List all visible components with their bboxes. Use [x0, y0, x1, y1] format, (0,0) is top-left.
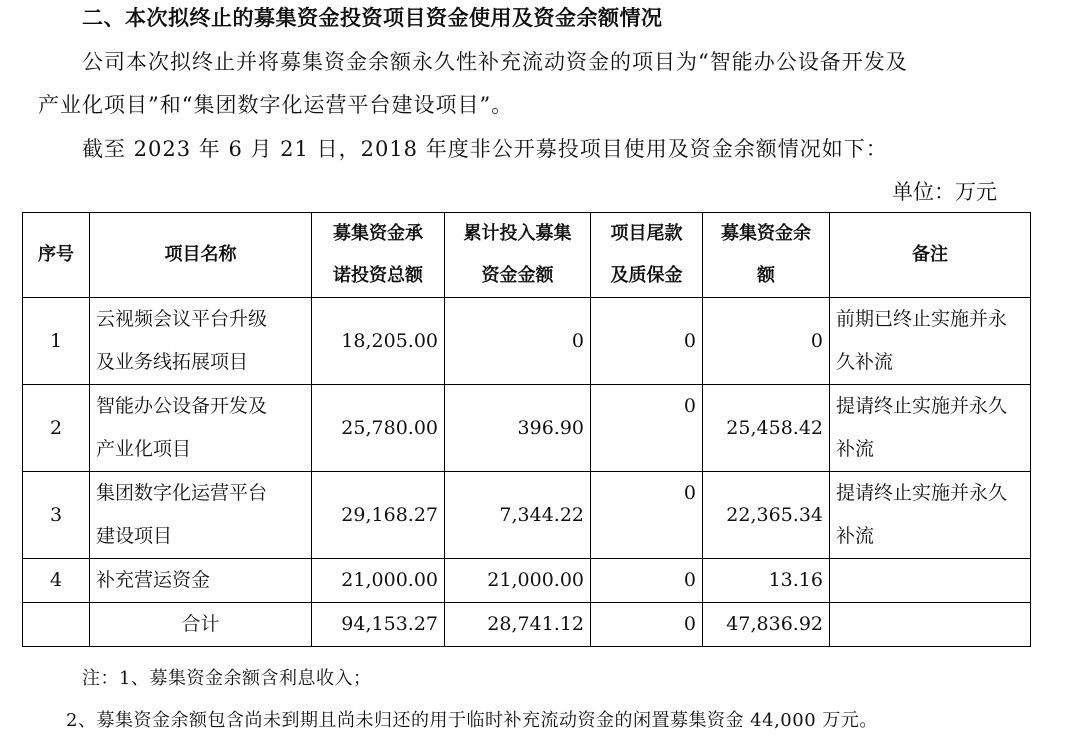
- row-project-name: [90, 298, 312, 385]
- row-index: 2: [23, 385, 90, 472]
- row-index: 4: [23, 559, 90, 603]
- total-retention: 0: [591, 603, 703, 647]
- intro-paragraph-line-1: 公司本次拟终止并将募集资金余额永久性补充流动资金的项目为“智能办公设备开发及: [82, 50, 908, 74]
- header-committed-line-2: 诺投资总额: [333, 265, 423, 286]
- total-invested: 28,741.12: [445, 603, 591, 647]
- header-remark: 备注: [830, 213, 1031, 298]
- row-name-line-2: 产业化项目: [96, 438, 192, 460]
- total-label: 合计: [90, 603, 312, 647]
- row-name-line-2: 及业务线拓展项目: [96, 351, 249, 373]
- row-name-line-1: 智能办公设备开发及: [96, 395, 268, 417]
- row-committed: 25,780.00: [312, 385, 445, 472]
- row-balance: 0: [703, 298, 830, 385]
- header-invested-line-1: 累计投入募集: [463, 223, 572, 244]
- section-heading: 二、本次拟终止的募集资金投资项目资金使用及资金余额情况: [82, 6, 663, 30]
- header-retention-line-1: 项目尾款: [610, 223, 683, 244]
- footnote-1: 注：1、募集资金余额含利息收入；: [82, 668, 372, 689]
- header-invested-line-2: 资金金额: [481, 265, 554, 286]
- table-row: [23, 385, 1031, 472]
- row-invested: 21,000.00: [445, 559, 591, 603]
- row-retention: 0: [591, 559, 703, 603]
- row-index: 1: [23, 298, 90, 385]
- row-remark-line-2: 补流: [836, 525, 875, 547]
- header-retention-line-2: 及质保金: [610, 265, 683, 286]
- row-name-line-1: 云视频会议平台升级: [96, 308, 268, 330]
- row-invested: 396.90: [445, 385, 591, 472]
- unit-label: 单位：万元: [892, 180, 997, 204]
- header-project-name: 项目名称: [90, 213, 312, 298]
- row-remark: [830, 298, 1031, 385]
- row-invested: 7,344.22: [445, 472, 591, 559]
- header-balance-line-2: 额: [757, 265, 775, 286]
- row-remark-line-1: 提请终止实施并永久: [836, 395, 1008, 417]
- row-name-line-1: 集团数字化运营平台: [96, 482, 268, 504]
- table-row: [23, 559, 1031, 603]
- header-committed-amount: [312, 213, 445, 298]
- header-invested-amount: [445, 213, 591, 298]
- row-name-line-2: 建设项目: [96, 525, 173, 547]
- table-row: [23, 298, 1031, 385]
- header-index: 序号: [23, 213, 90, 298]
- row-invested: 0: [445, 298, 591, 385]
- table-header-row: [23, 213, 1031, 298]
- row-remark: [830, 385, 1031, 472]
- row-remark-line-1: 提请终止实施并永久: [836, 482, 1008, 504]
- fund-usage-table: [22, 212, 1031, 647]
- intro-paragraph-line-2: 产业化项目”和“集团数字化运营平台建设项目”。: [38, 93, 514, 117]
- row-project-name: 补充营运资金: [90, 559, 312, 603]
- status-paragraph: 截至 2023 年 6 月 21 日，2018 年度非公开募投项目使用及资金余额情况如下：: [82, 137, 888, 161]
- total-index-cell: [23, 603, 90, 647]
- total-remark: [830, 603, 1031, 647]
- header-balance-line-1: 募集资金余: [721, 223, 811, 244]
- row-remark: [830, 559, 1031, 603]
- row-remark-line-2: 补流: [836, 438, 875, 460]
- row-remark-line-2: 久补流: [836, 351, 894, 373]
- row-retention: 0: [591, 385, 703, 472]
- row-balance: 22,365.34: [703, 472, 830, 559]
- row-retention: 0: [591, 298, 703, 385]
- header-balance: [703, 213, 830, 298]
- table-total-row: [23, 603, 1031, 647]
- row-balance: 25,458.42: [703, 385, 830, 472]
- footnote-2: 2、募集资金余额包含尚未到期且尚未归还的用于临时补充流动资金的闲置募集资金 44,000 万元。: [66, 710, 878, 731]
- row-committed: 18,205.00: [312, 298, 445, 385]
- table-row: [23, 472, 1031, 559]
- header-committed-line-1: 募集资金承: [333, 223, 423, 244]
- total-balance: 47,836.92: [703, 603, 830, 647]
- row-project-name: [90, 472, 312, 559]
- row-balance: 13.16: [703, 559, 830, 603]
- row-retention: 0: [591, 472, 703, 559]
- row-index: 3: [23, 472, 90, 559]
- row-remark-line-1: 前期已终止实施并永: [836, 308, 1008, 330]
- row-remark: [830, 472, 1031, 559]
- row-project-name: [90, 385, 312, 472]
- header-retention: [591, 213, 703, 298]
- row-committed: 29,168.27: [312, 472, 445, 559]
- total-committed: 94,153.27: [312, 603, 445, 647]
- row-committed: 21,000.00: [312, 559, 445, 603]
